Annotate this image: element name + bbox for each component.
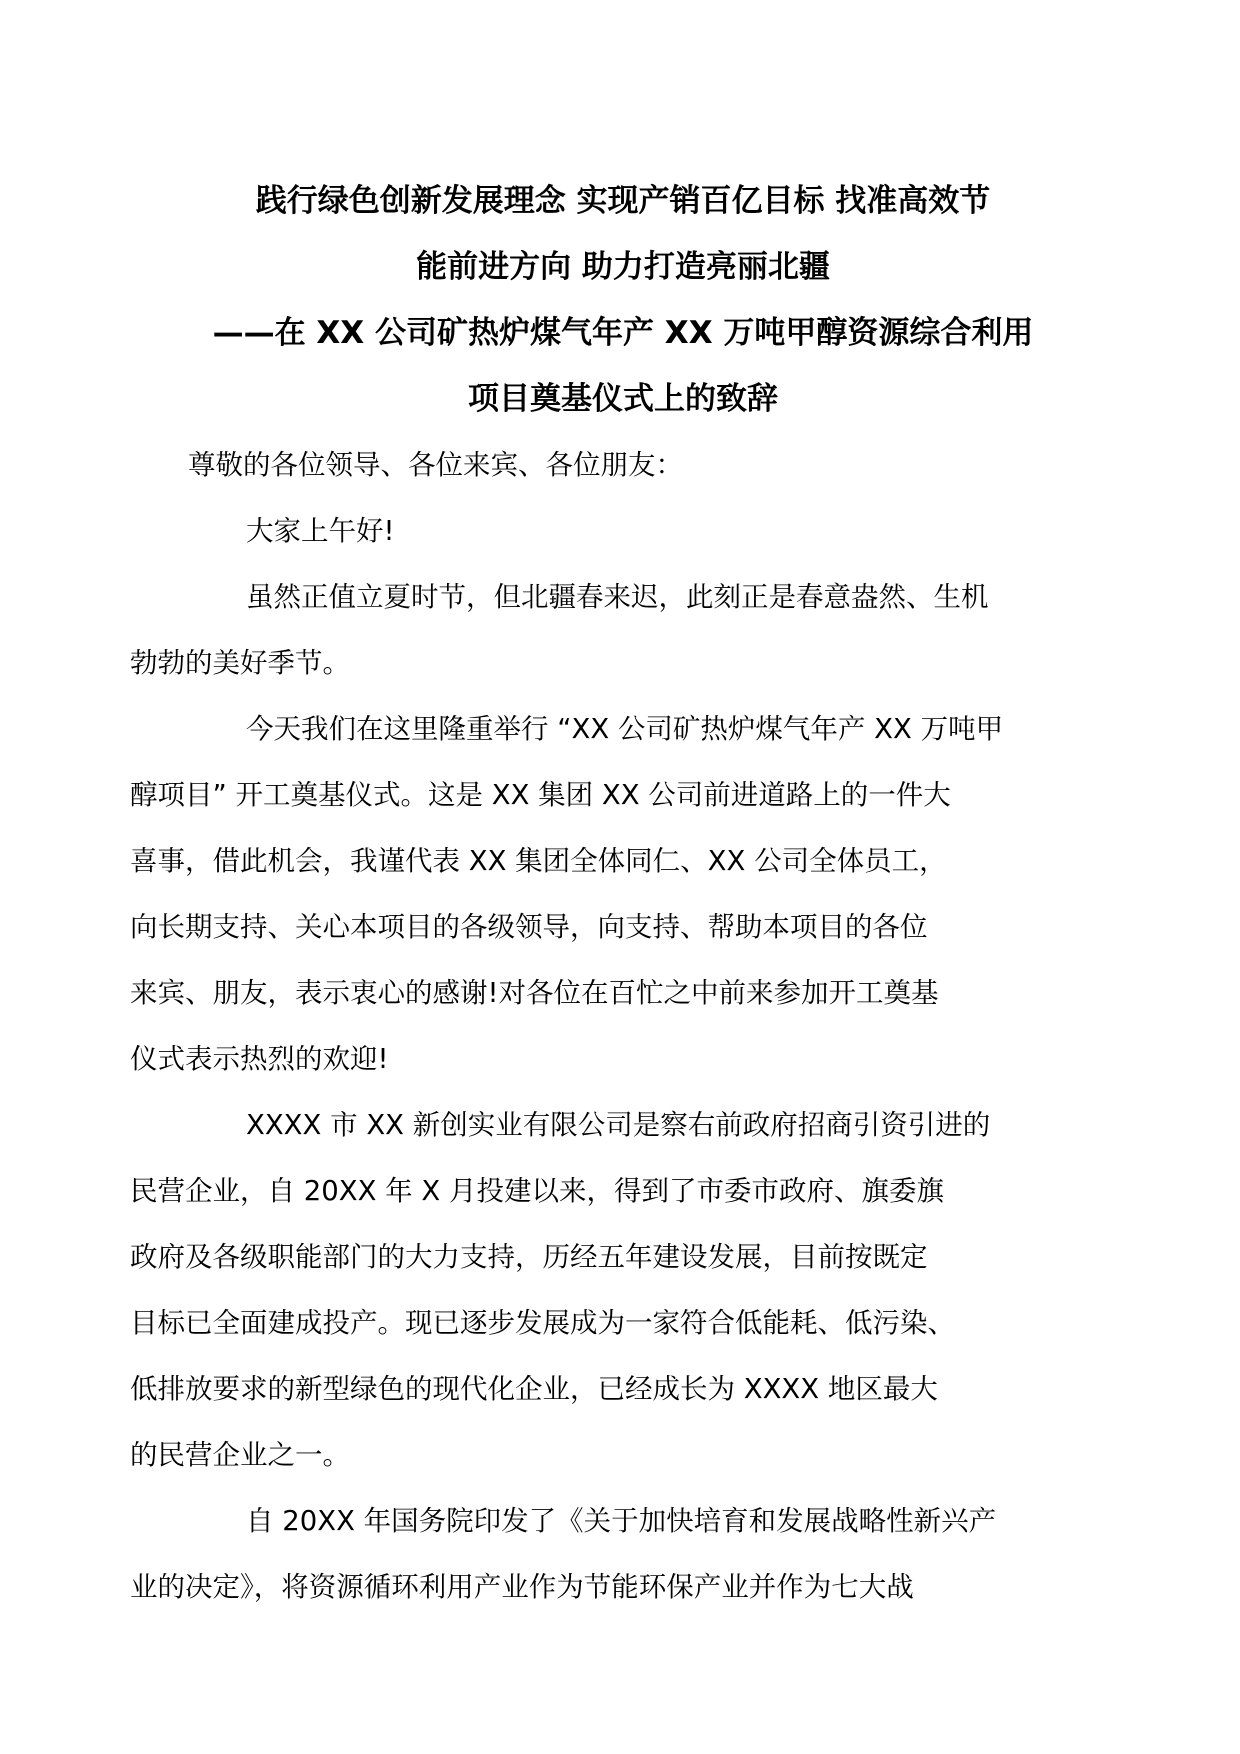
paragraph-line: 勃勃的美好季节。: [130, 647, 350, 679]
paragraph-line: 向长期支持、关心本项目的各级领导，向支持、帮助本项目的各位: [130, 911, 928, 943]
subtitle-line: 项目奠基仪式上的致辞: [468, 381, 778, 417]
paragraph-line: 今天我们在这里隆重举行 “XX 公司矿热炉煤气年产 XX 万吨甲: [246, 713, 1004, 745]
salutation-text: 尊敬的各位领导、各位来宾、各位朋友：: [188, 449, 683, 481]
paragraph-line: 醇项目” 开工奠基仪式。这是 XX 集团 XX 公司前进道路上的一件大: [130, 779, 951, 811]
title-line: 能前进方向 助力打造亮丽北疆: [416, 249, 830, 285]
paragraph-line: 业的决定》，将资源循环利用产业作为节能环保产业并作为七大战: [130, 1571, 914, 1603]
paragraph-line: XXXX 市 XX 新创实业有限公司是察右前政府招商引资引进的: [246, 1109, 991, 1141]
subtitle-line: ——在 XX 公司矿热炉煤气年产 XX 万吨甲醇资源综合利用: [212, 315, 1034, 351]
paragraph-ceremony: [130, 696, 1058, 1092]
title-line: 践行绿色创新发展理念 实现产销百亿目标 找准高效节: [255, 183, 991, 219]
paragraph-policy: [130, 1488, 1058, 1620]
paragraph-line: 自 20XX 年国务院印发了《关于加快培育和发展战略性新兴产: [246, 1505, 997, 1537]
paragraph-line: 目标已全面建成投产。现已逐步发展成为一家符合低能耗、低污染、: [130, 1307, 955, 1339]
paragraph-line: 仪式表示热烈的欢迎!: [130, 1043, 389, 1075]
paragraph-line: 低排放要求的新型绿色的现代化企业，已经成长为 XXXX 地区最大: [130, 1373, 938, 1405]
paragraph-line: 民营企业，自 20XX 年 X 月投建以来，得到了市委市政府、旗委旗: [130, 1175, 944, 1207]
paragraph-season: [130, 564, 1058, 696]
paragraph-line: 政府及各级职能部门的大力支持，历经五年建设发展，目前按既定: [130, 1241, 928, 1273]
paragraph-line: 来宾、朋友，表示衷心的感谢!对各位在百忙之中前来参加开工奠基: [130, 977, 939, 1009]
paragraph-line: 大家上午好!: [246, 515, 395, 547]
document-page: [130, 168, 1058, 1620]
paragraph-line: 虽然正值立夏时节，但北疆春来迟，此刻正是春意盎然、生机: [246, 581, 989, 613]
document-subtitle: [188, 300, 1058, 432]
paragraph-company: [130, 1092, 1058, 1488]
salutation: [188, 432, 1058, 498]
paragraph-line: 的民营企业之一。: [130, 1439, 350, 1471]
document-title: [188, 168, 1058, 300]
paragraph-line: 喜事，借此机会，我谨代表 XX 集团全体同仁、XX 公司全体员工，: [130, 845, 947, 877]
paragraph-greeting: [188, 498, 1058, 564]
